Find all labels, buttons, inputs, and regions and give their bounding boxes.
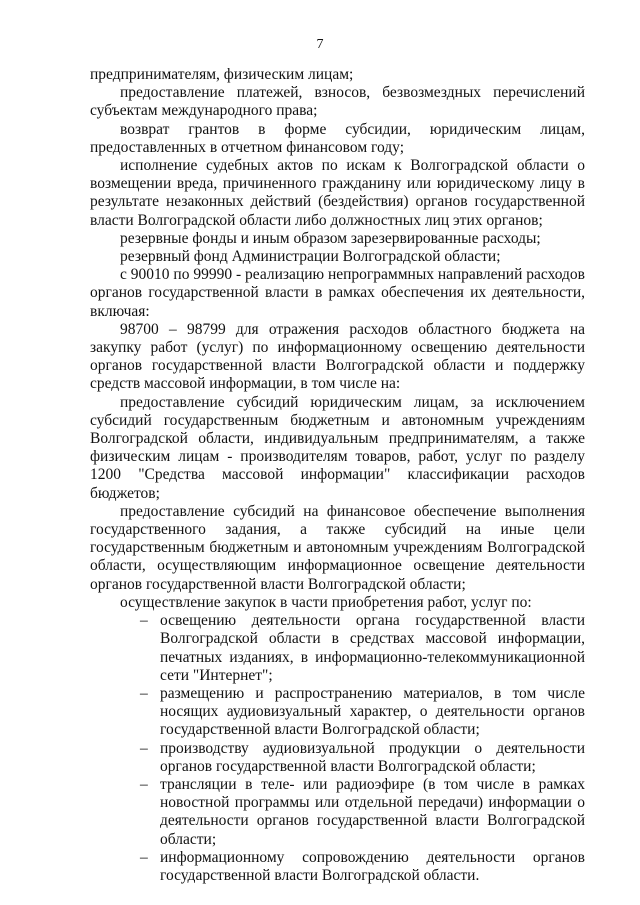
list-item — [140, 739, 585, 776]
dash-marker: – — [140, 848, 148, 866]
paragraph: резервный фонд Администрации Волгоградской области; — [120, 248, 501, 266]
dash-list — [90, 612, 585, 885]
list-item-text: информационному сопровождению деятельности органов государственной власти Волгоградской области. — [160, 848, 585, 884]
list-item — [140, 612, 585, 685]
paragraph: предоставление субсидий юридическим лицам, за исключением субсидий государственным бюджетным и автономным учреждениям Волгоградской области, индивидуальным предпринимателям, а также физическим лицам - производителям товаров, работ, услуг по разделу 1200 "Средства массовой информации" классификации расходов бюджетов; — [90, 393, 585, 502]
list-item-text: размещению и распространению материалов, в том числе носящих аудиовизуальный характер, о деятельности органов государственной власти Волгоградской области; — [160, 684, 585, 739]
list-item — [140, 684, 585, 740]
list-item — [140, 775, 585, 849]
list-item-text: освещению деятельности органа государственной власти Волгоградской области в средствах массовой информации, печатных изданиях, в информационно-телекоммуникационной сети "Интернет"; — [160, 612, 585, 684]
paragraph: предоставление субсидий на финансовое обеспечение выполнения государственного задания, а также субсидий на иные цели государственным бюджетным и автономным учреждениям Волгоградской области, осуществляющим информационное освещение деятельности органов государственной власти Волгоградской области; — [90, 502, 585, 593]
dash-marker: – — [140, 684, 148, 702]
paragraph: 98700 – 98799 для отражения расходов областного бюджета на закупку работ (услуг) по информационному освещению деятельности органов государственной власти Волгоградской области и поддержку средств массовой информации, в том числе на: — [90, 320, 585, 393]
paragraph: предоставление платежей, взносов, безвозмездных перечислений субъектам международного права; — [90, 84, 585, 120]
list-item — [140, 848, 585, 885]
dash-marker: – — [140, 775, 148, 793]
paragraph: резервные фонды и иным образом зарезервированные расходы; — [120, 229, 541, 247]
paragraph: предпринимателям, физическим лицам; — [90, 66, 354, 83]
list-item-text: производству аудиовизуальной продукции о деятельности органов государственной власти Волгоградской области; — [160, 739, 585, 775]
page-number: 7 — [316, 37, 324, 52]
list-item-text: трансляции в теле- или радиоэфире (в том числе в рамках новостной программы или отдельной передачи) информации о деятельности органов государственной власти Волгоградской области; — [160, 775, 585, 848]
dash-marker: – — [140, 612, 148, 630]
dash-marker: – — [140, 739, 148, 757]
paragraph: осуществление закупок в части приобретения работ, услуг по: — [120, 593, 532, 611]
document-body — [90, 66, 585, 885]
paragraph: с 90010 по 99990 - реализацию непрограммных направлений расходов органов государственной власти в рамках обеспечения их деятельности, включая: — [90, 266, 585, 320]
paragraph: исполнение судебных актов по искам к Волгоградской области о возмещении вреда, причиненного гражданину или юридическому лицу в результате незаконных действий (бездействия) органов государственной власти Волгоградской области либо должностных лиц этих органов; — [90, 157, 585, 229]
paragraph: возврат грантов в форме субсидии, юридическим лицам, предоставленных в отчетном финансовом году; — [90, 120, 585, 156]
